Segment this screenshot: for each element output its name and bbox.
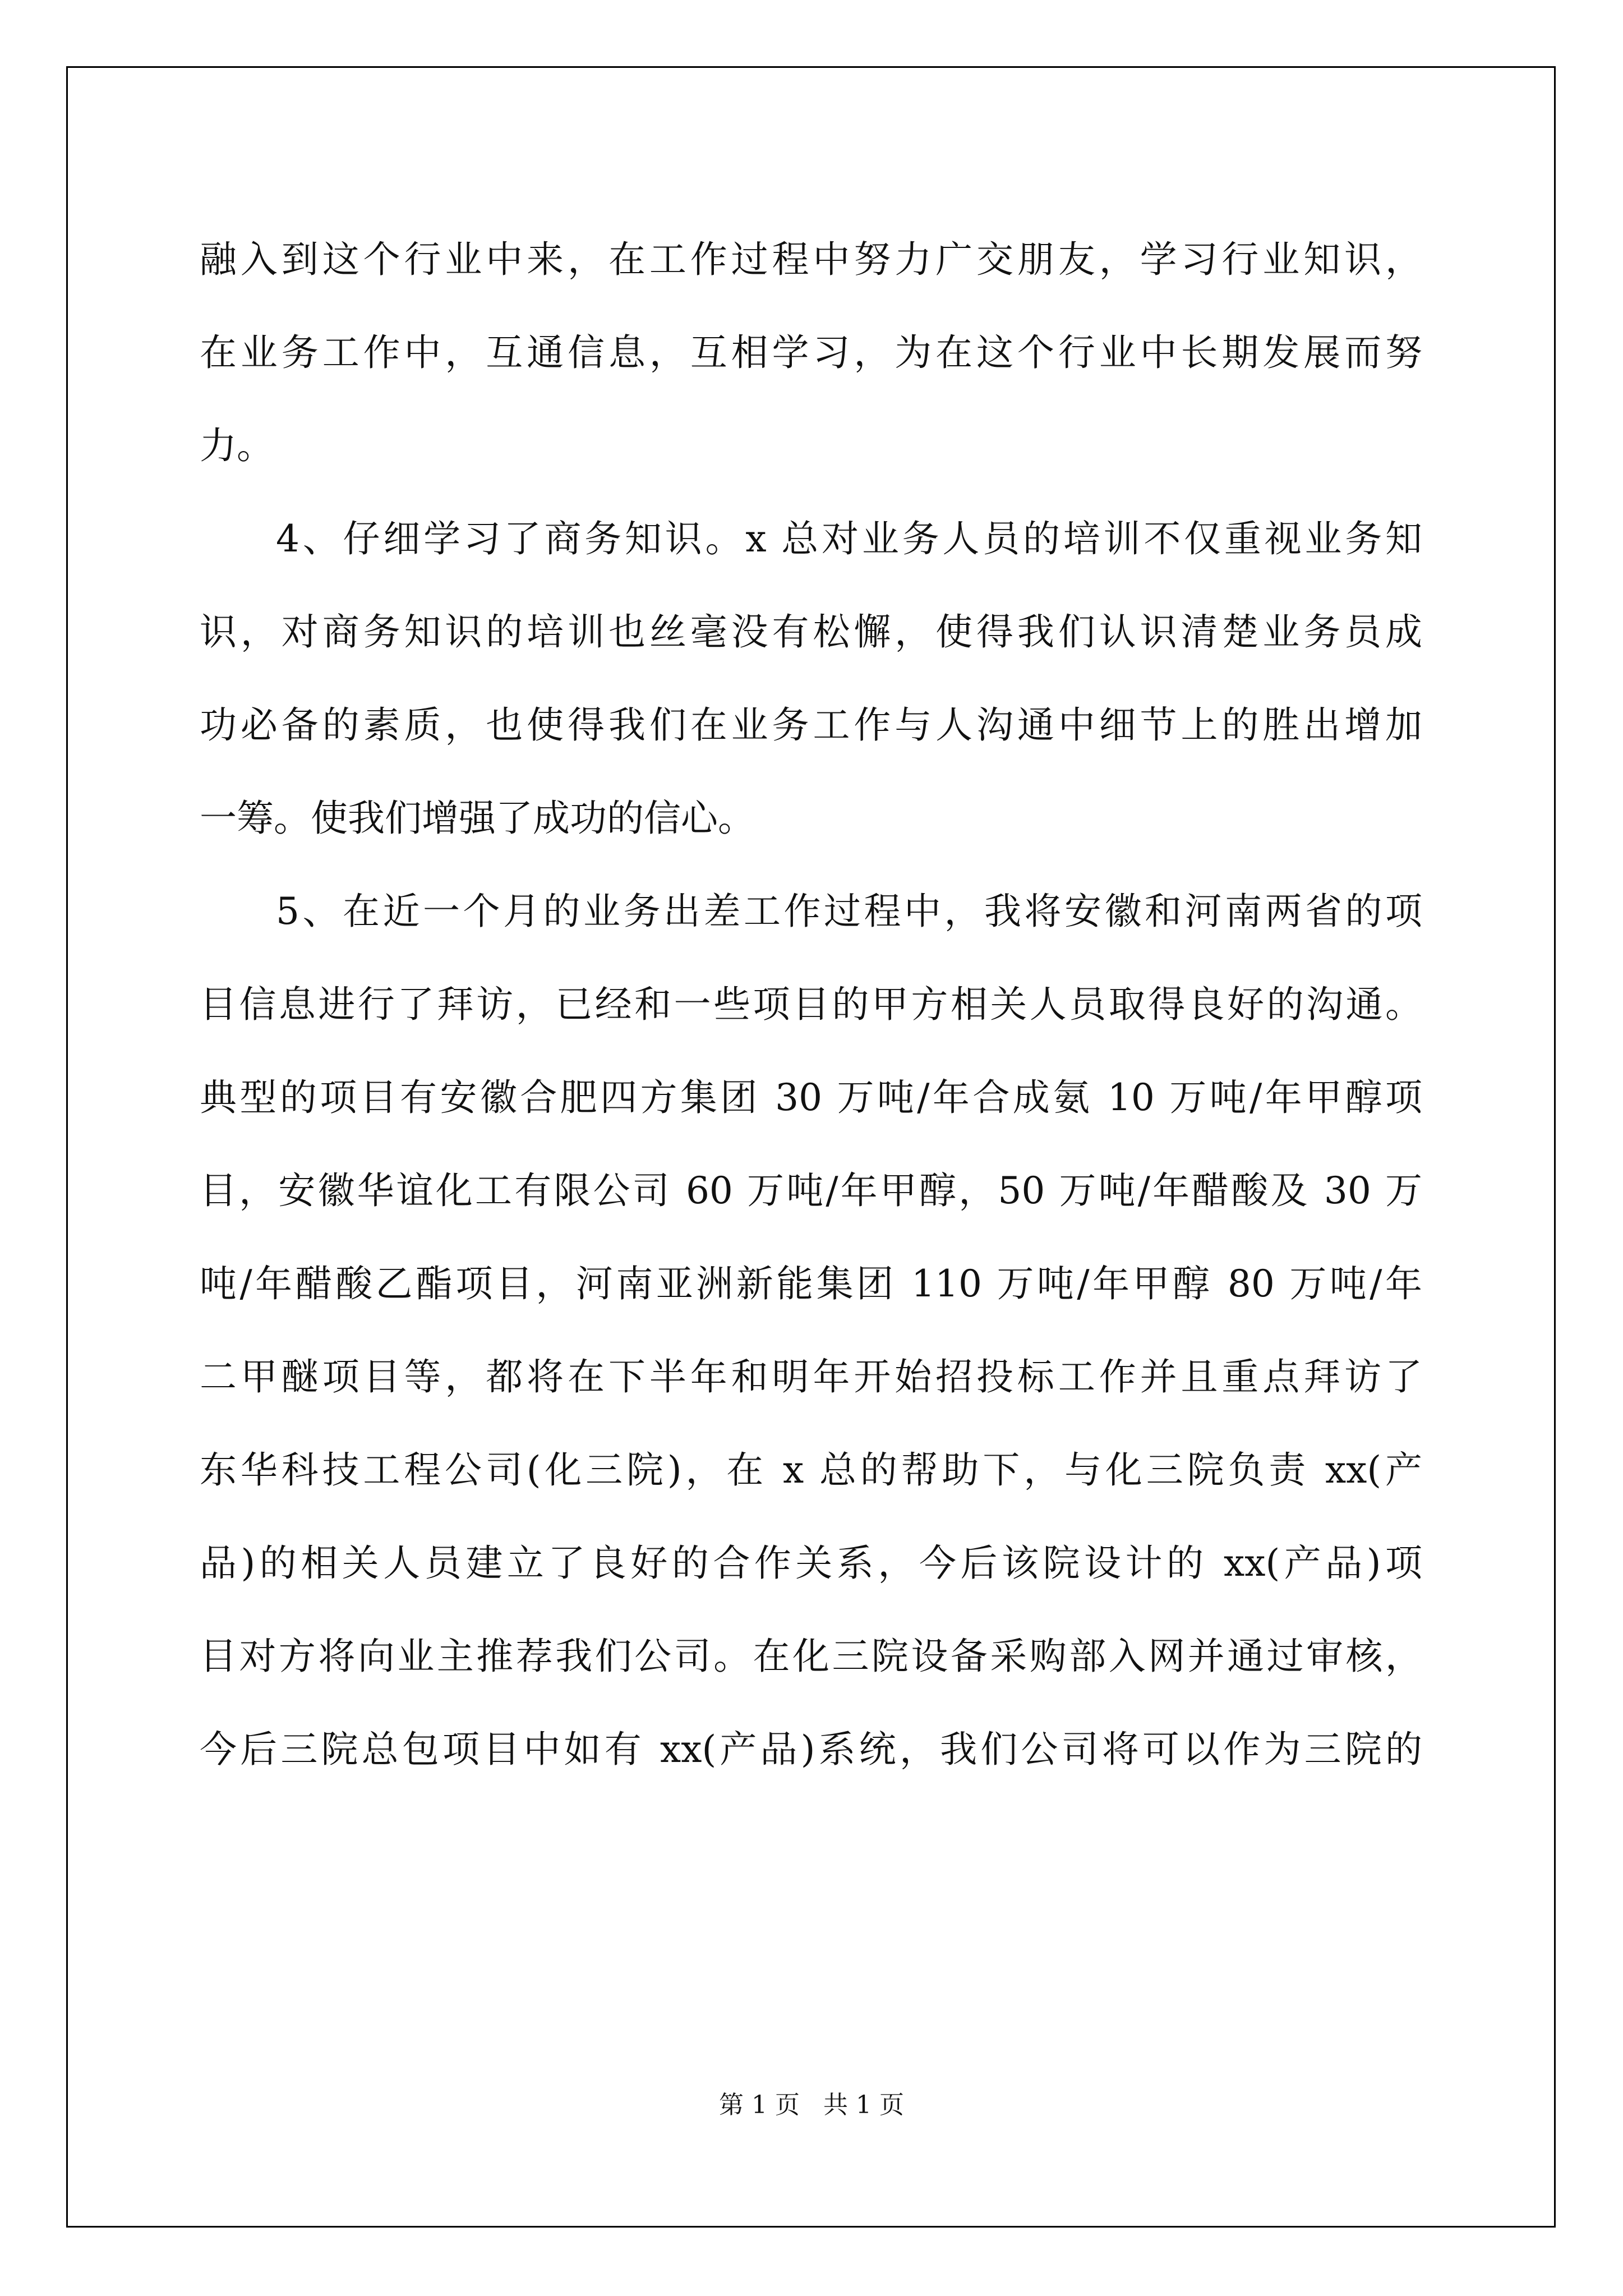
paragraph-line: 力。 [200, 424, 274, 467]
document-body [200, 213, 1422, 1796]
paragraph-line: 4、仔细学习了商务知识。x 总对业务人员的培训不仅重视业务知 [276, 517, 1422, 560]
page-total: 共 1 页 [823, 2091, 904, 2119]
paragraph-line: 一筹。使我们增强了成功的信心。 [200, 797, 755, 840]
paragraph-line: 二甲醚项目等，都将在下半年和明年开始招投标工作并且重点拜访了 [200, 1355, 1422, 1398]
paragraph-line: 功必备的素质，也使得我们在业务工作与人沟通中细节上的胜出增加 [200, 703, 1422, 747]
paragraph-line: 今后三院总包项目中如有 xx(产品)系统，我们公司将可以作为三院的 [200, 1728, 1422, 1771]
page-footer [0, 2085, 1623, 2120]
paragraph-line: 东华科技工程公司(化三院)，在 x 总的帮助下，与化三院负责 xx(产 [200, 1448, 1422, 1492]
paragraph-line: 品)的相关人员建立了良好的合作关系，今后该院设计的 xx(产品)项 [200, 1542, 1422, 1585]
paragraph-line: 识，对商务知识的培训也丝毫没有松懈，使得我们认识清楚业务员成 [200, 610, 1422, 654]
paragraph-line: 目信息进行了拜访，已经和一些项目的甲方相关人员取得良好的沟通。 [200, 983, 1422, 1026]
paragraph-line: 吨/年醋酸乙酯项目，河南亚洲新能集团 110 万吨/年甲醇 80 万吨/年 [200, 1262, 1422, 1305]
paragraph-line: 目对方将向业主推荐我们公司。在化三院设备采购部入网并通过审核， [200, 1635, 1422, 1678]
paragraph-line: 在业务工作中，互通信息，互相学习，为在这个行业中长期发展而努 [200, 331, 1422, 374]
paragraph-line: 目，安徽华谊化工有限公司 60 万吨/年甲醇，50 万吨/年醋酸及 30 万 [200, 1169, 1422, 1212]
page-number: 第 1 页 [719, 2091, 800, 2119]
paragraph-line: 5、在近一个月的业务出差工作过程中，我将安徽和河南两省的项 [276, 890, 1422, 933]
paragraph-line: 典型的项目有安徽合肥四方集团 30 万吨/年合成氨 10 万吨/年甲醇项 [200, 1076, 1422, 1119]
paragraph-line: 融入到这个行业中来，在工作过程中努力广交朋友，学习行业知识， [200, 238, 1422, 281]
